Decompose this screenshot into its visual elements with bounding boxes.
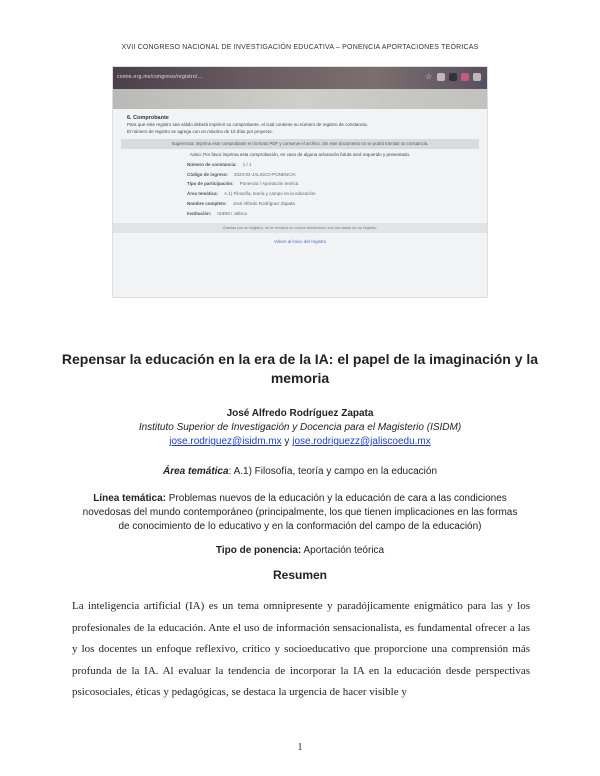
field-row: Número de constancia: 1 / 1	[187, 161, 252, 167]
linea-tematica: Línea temática: Problemas nuevos de la educación y la educación de cara a las condiciones novedosas del mundo contemporáneo (principalmente, los que tienen implicaciones en las formas de conocimiento de lo educativo y en la conformación del campo de la educación)	[82, 493, 518, 532]
email-link-2[interactable]: jose.rodriguezz@jaliscoedu.mx	[292, 436, 431, 447]
running-header: XVII CONGRESO NACIONAL DE INVESTIGACIÓN EDUCATIVA – PONENCIA APORTACIONES TEÓRICAS	[121, 44, 479, 51]
field-row: Área temática: A.1) Filosofía, teoría y campo en la educación	[187, 191, 316, 197]
menu-icon	[473, 73, 481, 81]
institution: Instituto Superior de Investigación y Docencia para el Magisterio (ISIDM)	[138, 422, 462, 433]
field-row: Tipo de participación: Ponencia / Aportación teórica	[187, 181, 299, 187]
field-row: Nombre completo: José Alfredo Rodríguez Zapata	[187, 200, 295, 206]
bullet-2: El número de registro se agrega con un máximo de 10 días por proyecto.	[127, 129, 273, 134]
screenshot-footer: Gracias por su registro, se le enviará un correo electrónico con los datos de su registro.	[113, 223, 487, 233]
tipo-ponencia: Tipo de ponencia: Aportación teórica	[215, 545, 385, 556]
profile-icon	[449, 73, 457, 81]
author-name: José Alfredo Rodríguez Zapata	[226, 408, 374, 419]
page-number: 1	[297, 742, 303, 753]
notice-box: Sugerencia: imprima este comprobante en formato PDF y conserve el archivo. Sin este documento no se podrá tramitar su constancia.	[121, 139, 479, 149]
step-label: 6. Comprobante	[127, 115, 169, 121]
page-banner	[113, 89, 487, 109]
back-link[interactable]: Volver al inicio del registro	[273, 239, 327, 245]
star-icon: ☆	[425, 72, 433, 81]
field-row: Institución: ISIDM / Jalisco	[187, 210, 248, 216]
embedded-screenshot	[112, 66, 488, 298]
bullet-1: Para que este registro sea válido deberá imprimir su comprobante, el cual contiene su número de registro de constancia.	[127, 122, 368, 128]
area-tematica: Área temática: A.1) Filosofía, teoría y campo en la educación	[162, 466, 438, 477]
browser-url: comie.org.mx/congreso/registro/...	[117, 74, 203, 80]
badge-icon	[461, 73, 469, 81]
author-emails	[0, 436, 600, 447]
notice-note: Aviso: Por favor imprima esta comprobación, en caso de alguna aclaración fututa será requerido y presentado.	[189, 152, 411, 158]
field-row: Código de ingreso: 2023-02-JALISCO-PONENCIA	[187, 171, 296, 177]
email-link-1[interactable]: jose.rodriguez@isidm.mx	[169, 436, 282, 447]
abstract-text: La inteligencia artificial (IA) es un tema omnipresente y paradójicamente enigmático para las y los profesionales de la educación. Ante el uso de información sensacionalista, es fundamental ofrecer a las y los docentes un enfoque reflexivo, crítico y socioeducativo que proporcione una comprensión más profunda de la IA. Al evaluar la tendencia de incorporar la IA en la educación desde perspectivas psicosociales, éticas y pedagógicas, se destaca la urgencia de hacer visible y	[72, 600, 530, 699]
section-heading: Resumen	[272, 568, 328, 582]
browser-bar	[113, 67, 487, 89]
extension-icon	[437, 73, 445, 81]
paper-title: Repensar la educación en la era de la IA: el papel de la imaginación y la memoria	[61, 351, 539, 386]
email-separator: y	[281, 436, 293, 447]
